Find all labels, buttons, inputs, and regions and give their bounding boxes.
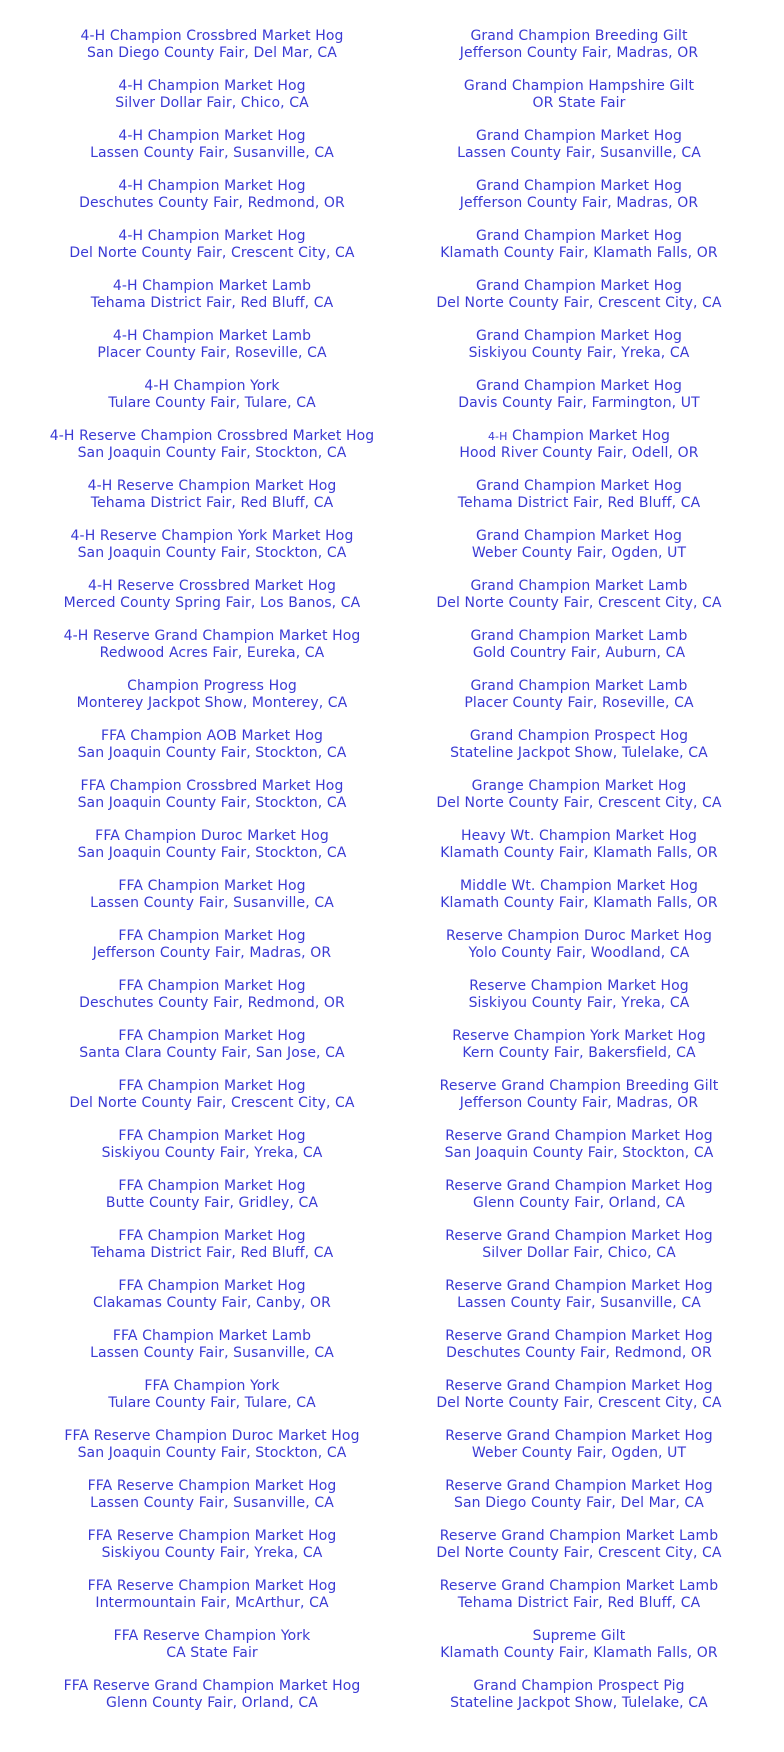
award-location: Klamath County Fair, Klamath Falls, OR <box>440 245 718 261</box>
award-entry <box>399 1628 759 1678</box>
award-title: Grand Champion Market Lamb <box>470 578 688 594</box>
award-title: FFA Champion Market Hog <box>118 1228 306 1244</box>
award-title: FFA Champion Market Hog <box>118 1078 306 1094</box>
award-title: FFA Champion Market Hog <box>118 928 306 944</box>
award-location: San Diego County Fair, Del Mar, CA <box>87 45 337 61</box>
award-location: Yolo County Fair, Woodland, CA <box>468 945 690 961</box>
award-title: Champion Progress Hog <box>127 678 297 694</box>
award-entry <box>399 1128 759 1178</box>
award-entry <box>399 28 759 78</box>
award-location: Silver Dollar Fair, Chico, CA <box>482 1245 676 1261</box>
award-entry <box>32 478 392 528</box>
award-title: FFA Reserve Champion Market Hog <box>87 1478 337 1494</box>
award-entry <box>32 378 392 428</box>
award-location: Del Norte County Fair, Crescent City, CA <box>436 595 722 611</box>
award-location: Tehama District Fair, Red Bluff, CA <box>457 1595 701 1611</box>
award-entry <box>399 828 759 878</box>
award-location: OR State Fair <box>532 95 626 111</box>
award-title: FFA Reserve Champion York <box>113 1628 311 1644</box>
award-location: Redwood Acres Fair, Eureka, CA <box>99 645 325 661</box>
award-location: San Joaquin County Fair, Stockton, CA <box>77 1445 347 1461</box>
award-entry <box>399 978 759 1028</box>
award-location: Placer County Fair, Roseville, CA <box>464 695 694 711</box>
award-title: FFA Reserve Champion Duroc Market Hog <box>64 1428 360 1444</box>
award-title: 4-H Champion York <box>144 378 280 394</box>
award-location: Siskiyou County Fair, Yreka, CA <box>468 995 690 1011</box>
award-location: Del Norte County Fair, Crescent City, CA <box>69 1095 355 1111</box>
award-entry <box>399 428 759 478</box>
award-entry <box>32 1128 392 1178</box>
award-location: Lassen County Fair, Susanville, CA <box>90 1495 334 1511</box>
award-location: Del Norte County Fair, Crescent City, CA <box>436 795 722 811</box>
award-entry <box>399 128 759 178</box>
award-entry <box>32 728 392 778</box>
award-title: 4-H Reserve Champion Crossbred Market Hog <box>49 428 375 444</box>
award-title: 4-H Reserve Champion York Market Hog <box>70 528 354 544</box>
award-entry <box>32 228 392 278</box>
award-title <box>399 428 759 445</box>
award-location: Glenn County Fair, Orland, CA <box>473 1195 685 1211</box>
award-entry <box>32 1428 392 1478</box>
award-title: Grand Champion Prospect Hog <box>469 728 689 744</box>
award-entry <box>32 978 392 1028</box>
award-location: Siskiyou County Fair, Yreka, CA <box>101 1145 323 1161</box>
award-location: Deschutes County Fair, Redmond, OR <box>446 1345 712 1361</box>
award-entry <box>399 328 759 378</box>
award-location: San Joaquin County Fair, Stockton, CA <box>77 845 347 861</box>
award-title: Reserve Grand Champion Breeding Gilt <box>439 1078 719 1094</box>
award-location: Tehama District Fair, Red Bluff, CA <box>457 495 701 511</box>
award-location: Glenn County Fair, Orland, CA <box>106 1695 318 1711</box>
award-location: Weber County Fair, Ogden, UT <box>471 1445 687 1461</box>
award-entry <box>399 228 759 278</box>
award-entry <box>399 1078 759 1128</box>
award-location: Jefferson County Fair, Madras, OR <box>459 45 699 61</box>
award-entry <box>399 528 759 578</box>
award-location: Monterey Jackpot Show, Monterey, CA <box>76 695 348 711</box>
award-title-prefix: 4-H <box>487 430 508 443</box>
award-title: Grand Champion Market Hog <box>476 278 682 294</box>
award-title: Grand Champion Breeding Gilt <box>470 28 688 44</box>
award-entry <box>32 628 392 678</box>
award-title: 4-H Champion Market Hog <box>118 78 306 94</box>
award-location: Stateline Jackpot Show, Tulelake, CA <box>450 745 708 761</box>
award-title: 4-H Champion Market Lamb <box>112 278 312 294</box>
award-title: FFA Champion Market Hog <box>118 1028 306 1044</box>
award-location: Deschutes County Fair, Redmond, OR <box>79 995 345 1011</box>
award-location: San Diego County Fair, Del Mar, CA <box>454 1495 704 1511</box>
award-entry <box>32 178 392 228</box>
award-entry <box>399 1228 759 1278</box>
award-entry <box>32 1528 392 1578</box>
award-title: Grand Champion Market Hog <box>476 478 682 494</box>
award-title: Grange Champion Market Hog <box>471 778 687 794</box>
award-entry <box>399 478 759 528</box>
award-title: Reserve Grand Champion Market Hog <box>445 1378 713 1394</box>
award-title: Reserve Grand Champion Market Hog <box>445 1478 713 1494</box>
award-title: FFA Champion Market Hog <box>118 1128 306 1144</box>
award-entry <box>32 428 392 478</box>
award-location: San Joaquin County Fair, Stockton, CA <box>77 545 347 561</box>
award-entry <box>399 1678 759 1728</box>
award-title: Grand Champion Market Hog <box>476 178 682 194</box>
award-title: 4-H Champion Market Hog <box>118 128 306 144</box>
award-title: FFA Champion Crossbred Market Hog <box>80 778 344 794</box>
award-entry <box>32 678 392 728</box>
award-location: Jefferson County Fair, Madras, OR <box>92 945 332 961</box>
award-entry <box>32 1578 392 1628</box>
award-location: Lassen County Fair, Susanville, CA <box>457 1295 701 1311</box>
award-title: FFA Reserve Champion Market Hog <box>87 1578 337 1594</box>
award-title: 4-H Reserve Crossbred Market Hog <box>87 578 337 594</box>
award-title: Heavy Wt. Champion Market Hog <box>461 828 697 844</box>
award-title: Grand Champion Hampshire Gilt <box>463 78 695 94</box>
award-title: FFA Champion Market Hog <box>118 978 306 994</box>
award-entry <box>32 1178 392 1228</box>
award-entry <box>399 1528 759 1578</box>
award-location: Santa Clara County Fair, San Jose, CA <box>79 1045 345 1061</box>
award-title: 4-H Champion Crossbred Market Hog <box>80 28 344 44</box>
award-location: San Joaquin County Fair, Stockton, CA <box>444 1145 714 1161</box>
award-entry <box>32 1628 392 1678</box>
award-title: Reserve Grand Champion Market Lamb <box>439 1578 719 1594</box>
award-location: Tulare County Fair, Tulare, CA <box>108 1395 316 1411</box>
award-title: FFA Champion Market Hog <box>118 1178 306 1194</box>
award-location: San Joaquin County Fair, Stockton, CA <box>77 745 347 761</box>
award-entry <box>399 1578 759 1628</box>
award-entry <box>399 378 759 428</box>
award-title: Reserve Champion Duroc Market Hog <box>446 928 712 944</box>
award-location: Lassen County Fair, Susanville, CA <box>90 895 334 911</box>
award-entry <box>32 328 392 378</box>
award-location: Klamath County Fair, Klamath Falls, OR <box>440 845 718 861</box>
award-entry <box>32 1228 392 1278</box>
award-entry <box>399 1328 759 1378</box>
award-title: Middle Wt. Champion Market Hog <box>459 878 698 894</box>
award-location: Tehama District Fair, Red Bluff, CA <box>90 1245 334 1261</box>
award-entry <box>399 1428 759 1478</box>
award-location: Silver Dollar Fair, Chico, CA <box>115 95 309 111</box>
awards-left-column <box>32 28 392 1728</box>
award-title: Supreme Gilt <box>532 1628 626 1644</box>
award-location: San Joaquin County Fair, Stockton, CA <box>77 445 347 461</box>
award-location: Davis County Fair, Farmington, UT <box>458 395 700 411</box>
award-entry <box>32 28 392 78</box>
award-title: Grand Champion Market Hog <box>476 378 682 394</box>
award-title: Reserve Grand Champion Market Lamb <box>439 1528 719 1544</box>
award-entry <box>32 778 392 828</box>
award-entry <box>32 528 392 578</box>
award-entry <box>32 1028 392 1078</box>
award-entry <box>399 178 759 228</box>
award-title: Grand Champion Market Lamb <box>470 628 688 644</box>
award-entry <box>399 578 759 628</box>
award-location: Intermountain Fair, McArthur, CA <box>95 1595 329 1611</box>
award-title: Grand Champion Market Hog <box>476 128 682 144</box>
award-title: FFA Reserve Grand Champion Market Hog <box>63 1678 361 1694</box>
award-location: Del Norte County Fair, Crescent City, CA <box>436 295 722 311</box>
award-entry <box>32 1478 392 1528</box>
award-title: Grand Champion Market Hog <box>476 528 682 544</box>
award-entry <box>399 928 759 978</box>
award-location: Tehama District Fair, Red Bluff, CA <box>90 295 334 311</box>
award-location: Siskiyou County Fair, Yreka, CA <box>468 345 690 361</box>
award-entry <box>399 1178 759 1228</box>
award-entry <box>32 278 392 328</box>
award-title-text: Champion Market Hog <box>507 428 671 444</box>
award-location: Klamath County Fair, Klamath Falls, OR <box>440 1645 718 1661</box>
award-entry <box>399 1028 759 1078</box>
award-entry <box>32 1378 392 1428</box>
award-location: San Joaquin County Fair, Stockton, CA <box>77 795 347 811</box>
award-title: Grand Champion Market Hog <box>476 328 682 344</box>
award-entry <box>399 1378 759 1428</box>
awards-right-column <box>399 28 759 1728</box>
award-location: Kern County Fair, Bakersfield, CA <box>462 1045 696 1061</box>
award-entry <box>32 128 392 178</box>
award-title: 4-H Champion Market Lamb <box>112 328 312 344</box>
award-entry <box>32 1278 392 1328</box>
award-location: Tulare County Fair, Tulare, CA <box>108 395 316 411</box>
award-title: FFA Champion Duroc Market Hog <box>95 828 329 844</box>
award-entry <box>32 1328 392 1378</box>
award-title: Reserve Grand Champion Market Hog <box>445 1278 713 1294</box>
award-title: Reserve Grand Champion Market Hog <box>445 1428 713 1444</box>
award-title: FFA Champion AOB Market Hog <box>100 728 324 744</box>
award-location: Siskiyou County Fair, Yreka, CA <box>101 1545 323 1561</box>
award-location: Butte County Fair, Gridley, CA <box>105 1195 319 1211</box>
award-location: Gold Country Fair, Auburn, CA <box>472 645 686 661</box>
award-entry <box>32 1078 392 1128</box>
award-entry <box>399 728 759 778</box>
award-title: Reserve Grand Champion Market Hog <box>445 1328 713 1344</box>
award-entry <box>399 628 759 678</box>
award-title: FFA Champion Market Hog <box>118 1278 306 1294</box>
award-entry <box>32 78 392 128</box>
award-location: Hood River County Fair, Odell, OR <box>459 445 699 461</box>
award-location: Weber County Fair, Ogden, UT <box>471 545 687 561</box>
award-location: Clakamas County Fair, Canby, OR <box>93 1295 331 1311</box>
award-entry <box>32 828 392 878</box>
award-title: 4-H Reserve Grand Champion Market Hog <box>63 628 361 644</box>
award-entry <box>399 1278 759 1328</box>
award-location: CA State Fair <box>166 1645 258 1661</box>
award-location: Stateline Jackpot Show, Tulelake, CA <box>450 1695 708 1711</box>
award-location: Del Norte County Fair, Crescent City, CA <box>436 1395 722 1411</box>
award-entry <box>399 778 759 828</box>
award-title: Reserve Champion York Market Hog <box>452 1028 706 1044</box>
award-location: Merced County Spring Fair, Los Banos, CA <box>63 595 361 611</box>
award-title: Grand Champion Prospect Pig <box>473 1678 685 1694</box>
award-title: 4-H Champion Market Hog <box>118 178 306 194</box>
award-title: Reserve Grand Champion Market Hog <box>445 1178 713 1194</box>
award-title: Grand Champion Market Hog <box>476 228 682 244</box>
award-location: Lassen County Fair, Susanville, CA <box>90 1345 334 1361</box>
award-location: Del Norte County Fair, Crescent City, CA <box>69 245 355 261</box>
award-title: 4-H Reserve Champion Market Hog <box>87 478 337 494</box>
award-entry <box>399 878 759 928</box>
award-entry <box>399 278 759 328</box>
award-location: Deschutes County Fair, Redmond, OR <box>79 195 345 211</box>
award-title: FFA Champion York <box>144 1378 280 1394</box>
award-title: Reserve Champion Market Hog <box>469 978 689 994</box>
award-location: Placer County Fair, Roseville, CA <box>97 345 327 361</box>
award-entry <box>399 78 759 128</box>
award-location: Jefferson County Fair, Madras, OR <box>459 1095 699 1111</box>
award-title: Grand Champion Market Lamb <box>470 678 688 694</box>
award-location: Jefferson County Fair, Madras, OR <box>459 195 699 211</box>
award-title: 4-H Champion Market Hog <box>118 228 306 244</box>
award-title: FFA Reserve Champion Market Hog <box>87 1528 337 1544</box>
award-entry <box>399 1478 759 1528</box>
award-location: Lassen County Fair, Susanville, CA <box>457 145 701 161</box>
award-location: Klamath County Fair, Klamath Falls, OR <box>440 895 718 911</box>
award-location: Tehama District Fair, Red Bluff, CA <box>90 495 334 511</box>
award-title: Reserve Grand Champion Market Hog <box>445 1128 713 1144</box>
award-entry <box>399 678 759 728</box>
award-entry <box>32 878 392 928</box>
award-title: FFA Champion Market Lamb <box>112 1328 312 1344</box>
award-title: FFA Champion Market Hog <box>118 878 306 894</box>
award-location: Lassen County Fair, Susanville, CA <box>90 145 334 161</box>
award-entry <box>32 928 392 978</box>
award-location: Del Norte County Fair, Crescent City, CA <box>436 1545 722 1561</box>
award-title: Reserve Grand Champion Market Hog <box>445 1228 713 1244</box>
award-entry <box>32 1678 392 1728</box>
award-entry <box>32 578 392 628</box>
